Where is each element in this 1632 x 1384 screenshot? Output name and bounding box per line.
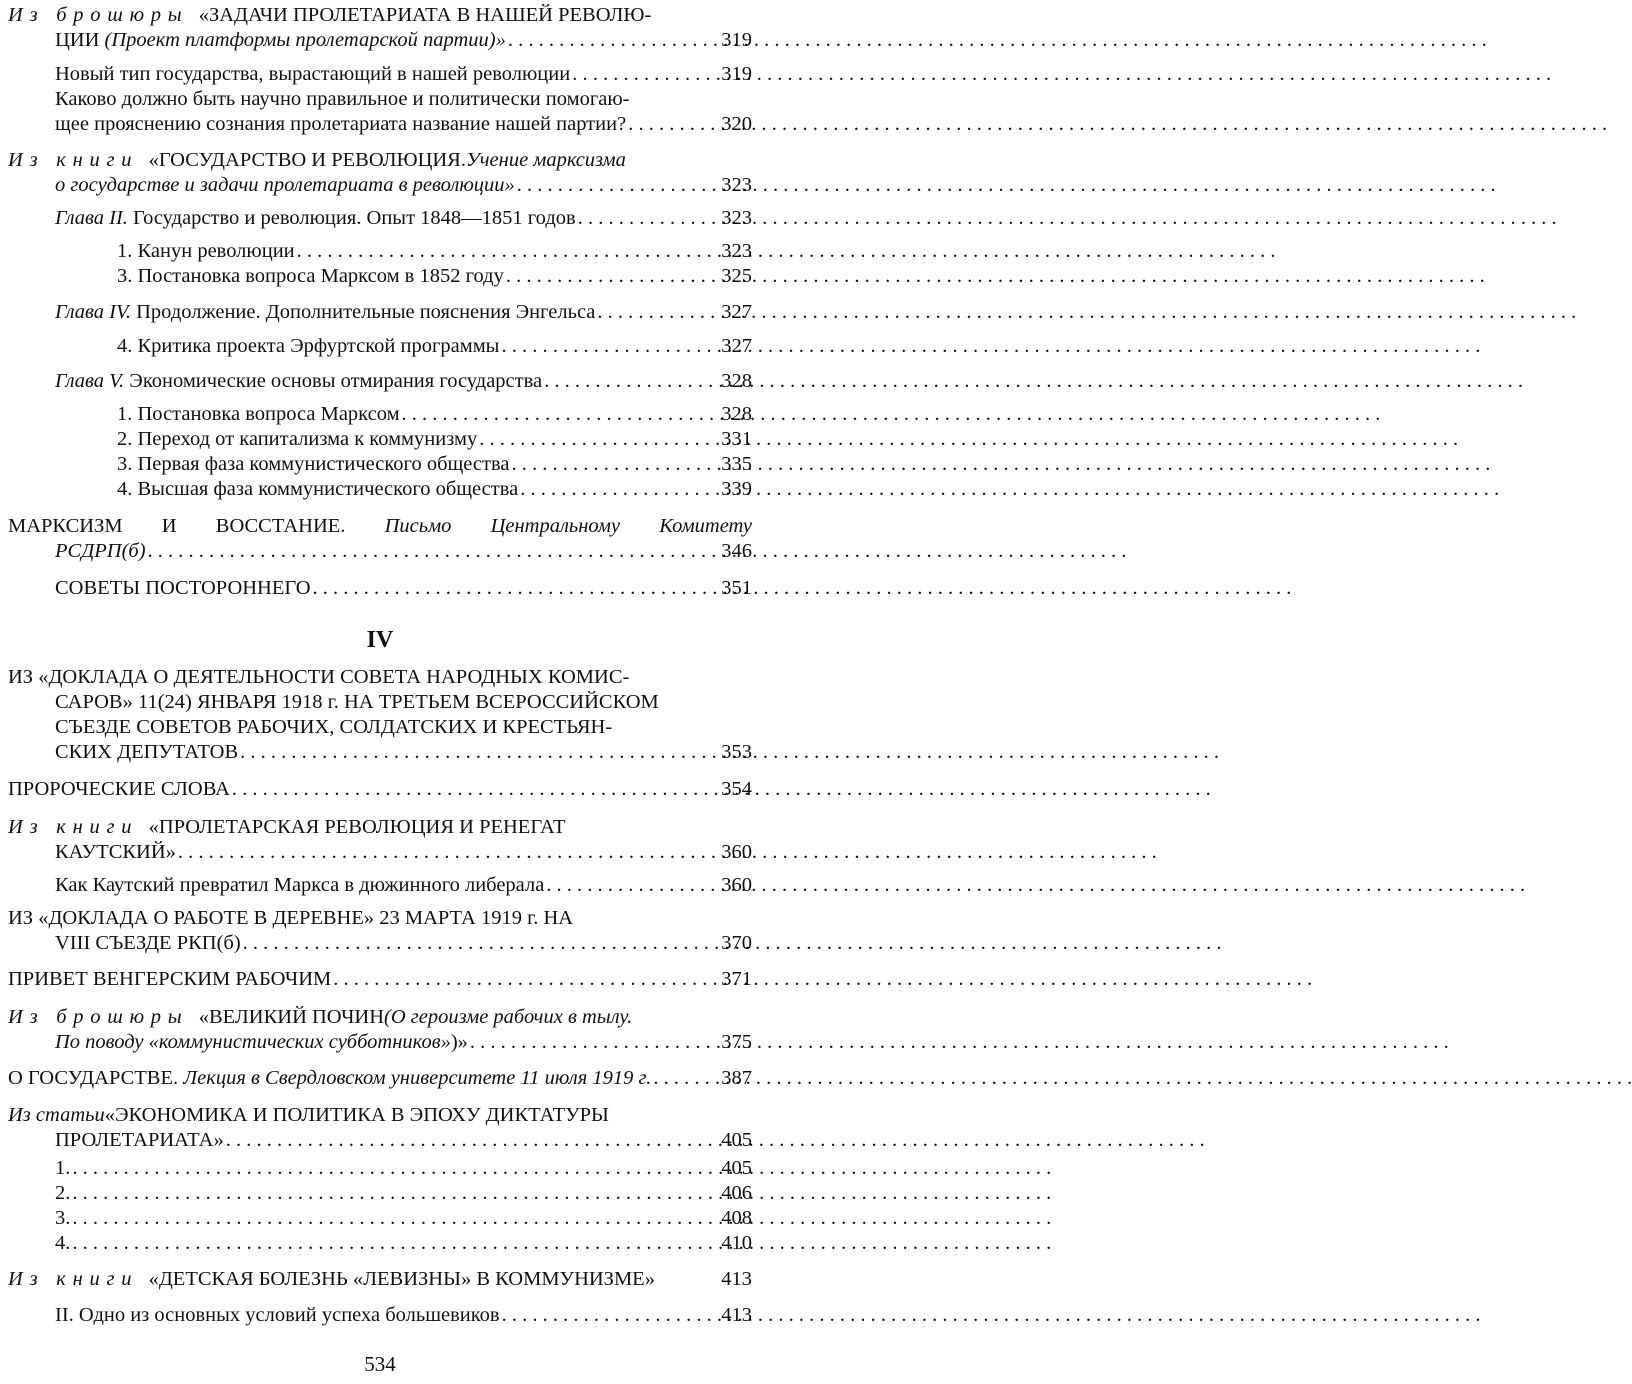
toc-source-label: Из книги bbox=[8, 149, 139, 171]
toc-entry bbox=[8, 968, 752, 991]
toc-title: ЦИИ bbox=[55, 29, 105, 51]
toc-page-number: 331 bbox=[721, 428, 752, 450]
toc-page-number: 346 bbox=[721, 540, 752, 562]
leader-dots bbox=[402, 403, 720, 426]
toc-page-number: 375 bbox=[721, 1031, 752, 1053]
toc-page-number: 327 bbox=[721, 301, 752, 323]
toc-page-number: 413 bbox=[721, 1304, 752, 1326]
leader-dots bbox=[243, 932, 720, 955]
toc-entry bbox=[55, 841, 752, 864]
toc-title: 1. Постановка вопроса Марксом bbox=[117, 403, 400, 425]
toc-source-label: Из книги bbox=[8, 1268, 139, 1290]
leader-dots bbox=[511, 453, 719, 476]
toc-title: МАРКСИЗМ bbox=[8, 515, 123, 537]
leader-dots bbox=[313, 577, 720, 600]
toc-title: 3. Первая фаза коммунистического общества bbox=[117, 453, 510, 475]
toc-title: 4. Критика проекта Эрфуртской программы bbox=[117, 335, 500, 357]
toc-entry bbox=[55, 370, 752, 393]
toc-entry bbox=[117, 453, 752, 476]
toc-subtitle: Центральному bbox=[490, 515, 621, 537]
toc-entry-text bbox=[55, 691, 752, 714]
section-heading: IV bbox=[366, 627, 394, 653]
toc-entry bbox=[117, 335, 752, 358]
leader-dots bbox=[508, 29, 719, 52]
toc-subtitle: (О героизме рабочих в тылу. bbox=[384, 1006, 633, 1028]
toc-source-label: Из брошюры bbox=[8, 4, 189, 26]
toc-title: 4. bbox=[55, 1232, 71, 1254]
toc-page-number: 323 bbox=[721, 207, 752, 229]
leader-dots bbox=[502, 1304, 720, 1327]
toc-page-number: 323 bbox=[721, 174, 752, 196]
toc-entry bbox=[55, 540, 752, 563]
toc-title: Государство и революция. Опыт 1848—1851 годов bbox=[127, 207, 576, 229]
toc-title: щее прояснению сознания пролетариата название нашей партии? bbox=[55, 113, 627, 135]
toc-entry bbox=[55, 1182, 752, 1205]
leader-dots bbox=[333, 968, 719, 991]
toc-entry bbox=[55, 1157, 752, 1180]
toc-title: ПРОРОЧЕСКИЕ СЛОВА bbox=[8, 778, 230, 800]
toc-title: 1. Канун революции bbox=[117, 240, 295, 262]
toc-title: 3. Постановка вопроса Марксом в 1852 году bbox=[117, 265, 504, 287]
toc-title: КАУТСКИЙ» bbox=[55, 841, 176, 863]
toc-entry bbox=[117, 403, 752, 426]
toc-entry bbox=[55, 1129, 752, 1152]
leader-dots bbox=[501, 335, 719, 358]
toc-page-number: 387 bbox=[721, 1067, 752, 1089]
toc-title: «ПРОЛЕТАРСКАЯ РЕВОЛЮЦИЯ И РЕНЕГАТ bbox=[148, 816, 566, 838]
leader-dots bbox=[226, 1129, 720, 1152]
toc-page-number: 405 bbox=[721, 1129, 752, 1151]
leader-dots bbox=[572, 63, 719, 86]
toc-entry bbox=[55, 932, 752, 955]
toc-subtitle: Лекция в Свердловском университете 11 июля 1919 г. bbox=[178, 1067, 652, 1089]
toc-entry-text bbox=[8, 4, 752, 27]
toc-title: «ЭКОНОМИКА И ПОЛИТИКА В ЭПОХУ ДИКТАТУРЫ bbox=[104, 1104, 609, 1126]
toc-entry-text bbox=[8, 1006, 752, 1029]
toc-entry bbox=[55, 113, 752, 136]
toc-title: О ГОСУДАРСТВЕ. bbox=[8, 1067, 179, 1089]
toc-entry bbox=[55, 741, 752, 764]
toc-page-number: 335 bbox=[721, 453, 752, 475]
toc-entry bbox=[55, 63, 752, 86]
leader-dots bbox=[72, 1232, 719, 1255]
toc-entry-text bbox=[8, 149, 752, 172]
toc-page-number: 319 bbox=[721, 63, 752, 85]
toc-page-number: 320 bbox=[721, 113, 752, 135]
toc-title: «ВЕЛИКИЙ ПОЧИН bbox=[198, 1006, 385, 1028]
toc-page-number: 353 bbox=[721, 741, 752, 763]
toc-title: Каково должно быть научно правильное и политически помогаю- bbox=[55, 88, 630, 110]
toc-page-number: 323 bbox=[721, 240, 752, 262]
leader-dots bbox=[470, 1031, 719, 1054]
toc-page-number: 405 bbox=[721, 1157, 752, 1179]
toc-title: САРОВ» 11(24) ЯНВАРЯ 1918 г. НА ТРЕТЬЕМ ВСЕРОССИЙСКОМ bbox=[55, 691, 659, 713]
toc-source-label: Из брошюры bbox=[8, 1006, 189, 1028]
leader-dots bbox=[240, 741, 719, 764]
toc-entry bbox=[8, 1067, 752, 1090]
leader-dots bbox=[506, 265, 719, 288]
toc-title: ПРОЛЕТАРИАТА» bbox=[55, 1129, 224, 1151]
toc-entry-text bbox=[55, 88, 752, 111]
toc-title: Новый тип государства, вырастающий в нашей революции bbox=[55, 63, 571, 85]
toc-title: 2. Переход от капитализма к коммунизму bbox=[117, 428, 478, 450]
toc-page-number: 328 bbox=[721, 403, 752, 425]
toc-page-number: 360 bbox=[721, 874, 752, 896]
toc-page-number: 408 bbox=[721, 1207, 752, 1229]
toc-title: Как Каутский превратил Маркса в дюжинного либерала bbox=[55, 874, 545, 896]
toc-title: Экономические основы отмирания государства bbox=[124, 370, 543, 392]
toc-entry bbox=[55, 1031, 752, 1054]
toc-subtitle: Комитету bbox=[659, 515, 752, 537]
toc-entry-text bbox=[8, 515, 752, 538]
leader-dots bbox=[72, 1157, 719, 1180]
toc-entry bbox=[117, 478, 752, 501]
toc-entry bbox=[55, 29, 752, 52]
toc-page-number: 413 bbox=[721, 1268, 752, 1290]
toc-page-number: 360 bbox=[721, 841, 752, 863]
leader-dots bbox=[578, 207, 720, 230]
toc-title: «ЗАДАЧИ ПРОЛЕТАРИАТА В НАШЕЙ РЕВОЛЮ- bbox=[198, 4, 652, 26]
toc-title: И bbox=[161, 515, 177, 537]
toc-subtitle: Письмо bbox=[384, 515, 452, 537]
toc-title: )» bbox=[450, 1031, 468, 1053]
toc-subtitle: о государстве и задачи пролетариата в революции» bbox=[55, 174, 515, 196]
leader-dots bbox=[544, 370, 719, 393]
toc-page-number: 371 bbox=[721, 968, 752, 990]
leader-dots bbox=[520, 478, 719, 501]
toc-page-number: 406 bbox=[721, 1182, 752, 1204]
toc-source-label: Из книги bbox=[8, 816, 139, 838]
leader-dots bbox=[546, 874, 719, 897]
leader-dots bbox=[597, 301, 719, 324]
toc-title: II. Одно из основных условий успеха большевиков bbox=[55, 1304, 500, 1326]
toc-title: ИЗ «ДОКЛАДА О РАБОТЕ В ДЕРЕВНЕ» 23 МАРТА 1919 г. НА bbox=[8, 907, 574, 929]
toc-chapter-label: Глава V. bbox=[55, 370, 125, 392]
table-of-contents bbox=[0, 0, 760, 1384]
toc-page-number: 351 bbox=[721, 577, 752, 599]
toc-entry bbox=[55, 577, 752, 600]
toc-subtitle: По поводу «коммунистических субботников» bbox=[55, 1031, 451, 1053]
leader-dots bbox=[72, 1207, 719, 1230]
leader-dots bbox=[517, 174, 719, 197]
toc-title: ВОССТАНИЕ. bbox=[215, 515, 346, 537]
toc-page-number: 319 bbox=[721, 29, 752, 51]
toc-source-label: Из статьи bbox=[8, 1104, 105, 1126]
leader-dots bbox=[653, 1067, 719, 1090]
toc-title: 1. bbox=[55, 1157, 71, 1179]
toc-page-number: 325 bbox=[721, 265, 752, 287]
toc-title: Продолжение. Дополнительные пояснения Энгельса bbox=[130, 301, 596, 323]
toc-title: 3. bbox=[55, 1207, 71, 1229]
toc-title: VIII СЪЕЗДЕ РКП(б) bbox=[55, 932, 241, 954]
leader-dots bbox=[148, 540, 720, 563]
toc-title: «ДЕТСКАЯ БОЛЕЗНЬ «ЛЕВИЗНЫ» В КОММУНИЗМЕ» bbox=[148, 1268, 655, 1290]
toc-entry bbox=[55, 1232, 752, 1255]
toc-page-number: 410 bbox=[721, 1232, 752, 1254]
toc-page-number: 339 bbox=[721, 478, 752, 500]
toc-entry bbox=[8, 1268, 752, 1291]
toc-subtitle: Учение марксизма bbox=[465, 149, 626, 171]
toc-entry bbox=[55, 207, 752, 230]
leader-dots bbox=[72, 1182, 719, 1205]
toc-entry-text bbox=[55, 716, 752, 739]
toc-subtitle: РСДРП(б) bbox=[55, 540, 146, 562]
toc-entry-text bbox=[8, 666, 752, 689]
toc-title: СОВЕТЫ ПОСТОРОННЕГО bbox=[55, 577, 311, 599]
toc-entry bbox=[117, 265, 752, 288]
page-number: 534 bbox=[364, 1352, 396, 1376]
toc-title: ПРИВЕТ ВЕНГЕРСКИМ РАБОЧИМ bbox=[8, 968, 332, 990]
toc-chapter-label: Глава II. bbox=[55, 207, 128, 229]
toc-page-number: 354 bbox=[721, 778, 752, 800]
toc-entry bbox=[55, 1207, 752, 1230]
toc-title: 4. Высшая фаза коммунистического общества bbox=[117, 478, 519, 500]
toc-entry bbox=[117, 240, 752, 263]
toc-title: 2. bbox=[55, 1182, 71, 1204]
leader-dots bbox=[628, 113, 719, 136]
toc-entry-text bbox=[8, 816, 752, 839]
leader-dots bbox=[297, 240, 720, 263]
toc-title: СКИХ ДЕПУТАТОВ bbox=[55, 741, 239, 763]
toc-entry bbox=[8, 778, 752, 801]
toc-title: СЪЕЗДЕ СОВЕТОВ РАБОЧИХ, СОЛДАТСКИХ И КРЕСТЬЯН- bbox=[55, 716, 613, 738]
toc-title: ИЗ «ДОКЛАДА О ДЕЯТЕЛЬНОСТИ СОВЕТА НАРОДНЫХ КОМИС- bbox=[8, 666, 630, 688]
toc-entry bbox=[55, 301, 752, 324]
toc-chapter-label: Глава IV. bbox=[55, 301, 131, 323]
leader-dots bbox=[479, 428, 719, 451]
toc-page-number: 370 bbox=[721, 932, 752, 954]
toc-entry bbox=[55, 874, 752, 897]
toc-entry bbox=[117, 428, 752, 451]
toc-entry bbox=[55, 1304, 752, 1327]
toc-entry-text bbox=[8, 1104, 752, 1127]
toc-entry bbox=[55, 174, 752, 197]
toc-page-number: 327 bbox=[721, 335, 752, 357]
toc-entry-text bbox=[8, 907, 752, 930]
toc-title: «ГОСУДАРСТВО И РЕВОЛЮЦИЯ. bbox=[148, 149, 466, 171]
leader-dots bbox=[178, 841, 719, 864]
leader-dots bbox=[232, 778, 719, 801]
toc-page-number: 328 bbox=[721, 370, 752, 392]
toc-subtitle: (Проект платформы пролетарской партии)» bbox=[104, 29, 506, 51]
